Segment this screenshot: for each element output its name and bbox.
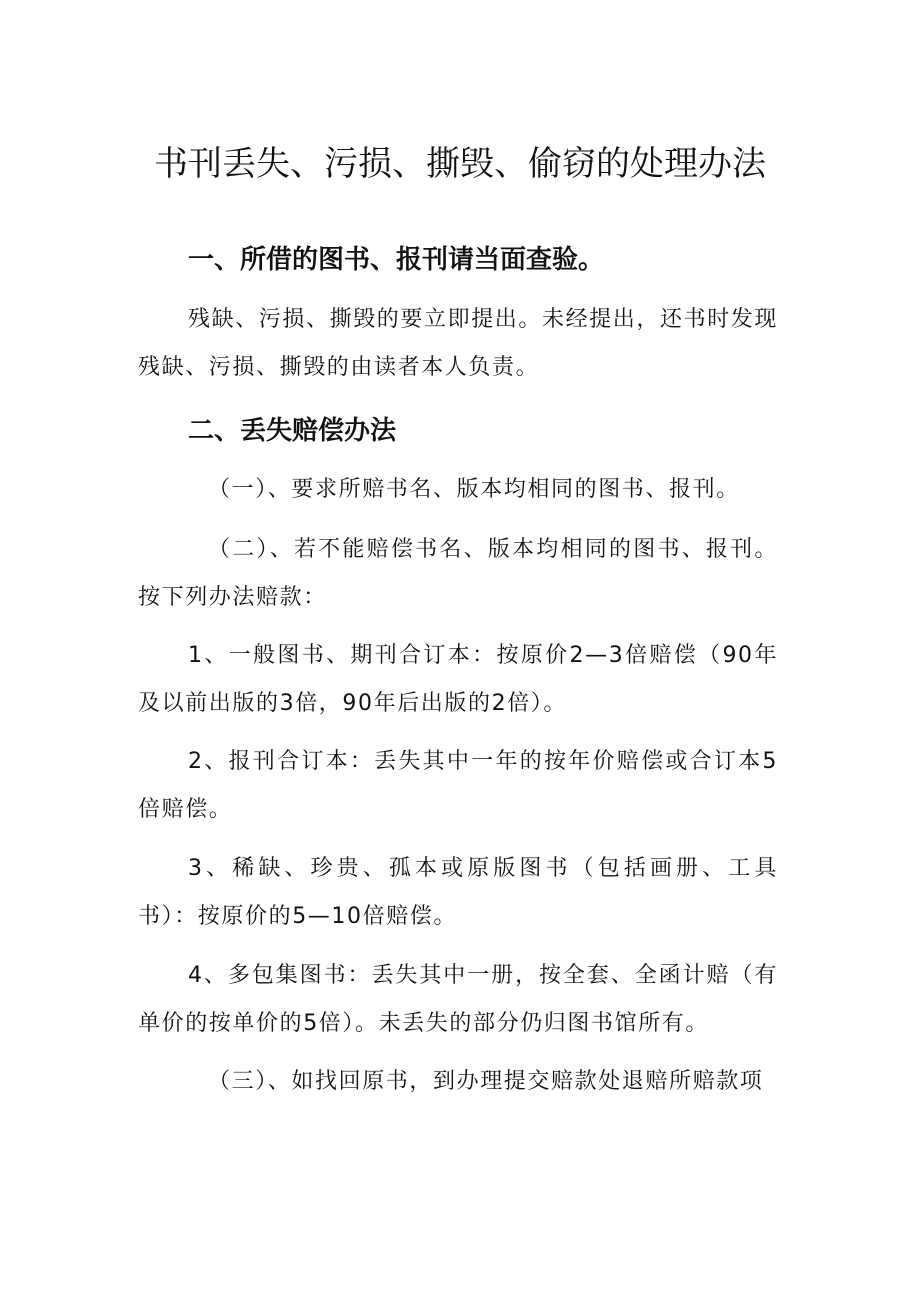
item-2-paragraph: （二）、若不能赔偿书名、版本均相同的图书、报刊。按下列办法赔款： (138, 537, 778, 610)
section-1-heading: 一、所借的图书、报刊请当面查验。 (188, 245, 605, 275)
document-title: 书刊丢失、污损、撕毁、偷窃的处理办法 (154, 144, 766, 184)
section-2-heading: 二、丢失赔偿办法 (188, 416, 397, 446)
rule-2-paragraph: 2、报刊合订本：丢失其中一年的按年价赔偿或合订本5倍赔偿。 (138, 749, 778, 822)
rule-3-paragraph: 3、稀缺、珍贵、孤本或原版图书（包括画册、工具书）：按原价的5—10倍赔偿。 (138, 856, 778, 929)
item-3-paragraph: （三）、如找回原书，到办理提交赔款处退赔所赔款项 (208, 1069, 764, 1094)
rule-4-paragraph: 4、多包集图书：丢失其中一册，按全套、全函计赔（有单价的按单价的5倍）。未丢失的部分仍归图书馆所有。 (138, 963, 778, 1036)
rule-1-paragraph: 1、一般图书、期刊合订本：按原价2—3倍赔偿（90年及以前出版的3倍，90年后出版的2倍）。 (138, 643, 778, 716)
item-1-paragraph: （一）、要求所赔书名、版本均相同的图书、报刊。 (208, 477, 740, 502)
section-1-paragraph: 残缺、污损、撕毁的要立即提出。未经提出，还书时发现残缺、污损、撕毁的由读者本人负责。 (138, 307, 779, 380)
